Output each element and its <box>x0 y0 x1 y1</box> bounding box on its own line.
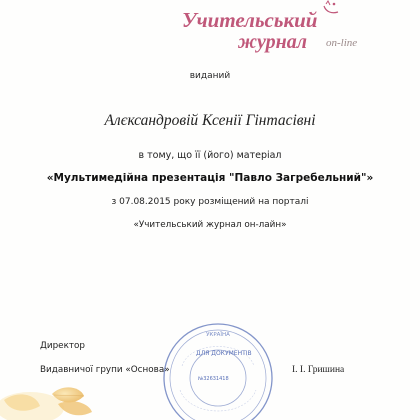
signer-name: І. І. Гришина <box>292 365 345 375</box>
publisher-label: Видавничої групи «Основа» <box>40 365 170 375</box>
logo-main-text: Учительський <box>182 8 318 32</box>
director-label: Директор <box>40 341 85 351</box>
seal-number-text: №32631418 <box>198 376 229 382</box>
portal-name: «Учительський журнал он-лайн» <box>133 220 287 230</box>
material-title: «Мультимедійна презентація "Павло Загребельний"» <box>46 172 374 184</box>
seal-middle-text: ДЛЯ ДОКУМЕНТІВ <box>196 350 252 357</box>
regarding-text: в тому, що її (його) матеріал <box>138 150 282 161</box>
uchytelskyi-zhurnal-logo <box>176 0 376 64</box>
publication-date-text: з 07.08.2015 року розміщений на порталі <box>111 197 309 207</box>
seal-top-text: УКРАЇНА <box>206 332 230 338</box>
official-seal <box>160 320 276 420</box>
logo-suffix-text: on-line <box>326 37 358 49</box>
issued-label: виданий <box>189 71 231 81</box>
logo-sub-text: журнал <box>238 31 308 53</box>
recipient-name: Алєксандровій Ксенії Гінтасівні <box>104 112 316 129</box>
